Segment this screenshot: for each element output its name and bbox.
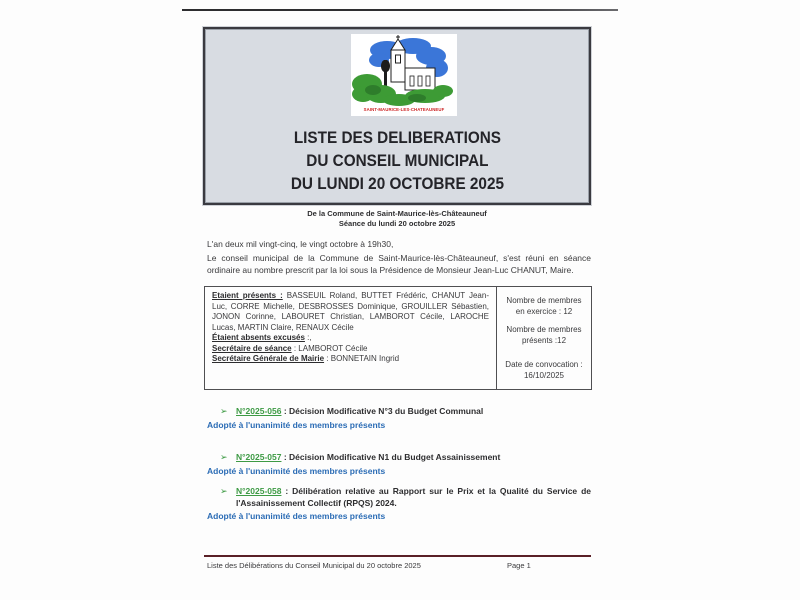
deliberation-heading	[207, 452, 591, 464]
present-label: Etaient présents :	[212, 291, 283, 300]
scan-edge-artifact	[182, 9, 618, 11]
deliberation-number: N°2025-057	[236, 452, 282, 462]
footer-left-text: Liste des Délibérations du Conseil Municipal du 20 octobre 2025	[207, 561, 421, 570]
deliberation-separator: :	[281, 406, 290, 416]
logo-windows	[410, 76, 430, 86]
session-secretary-value: : LAMBOROT Cécile	[291, 343, 368, 353]
general-secretary	[212, 354, 489, 365]
deliberation-title: Délibération relative au Rapport sur le Prix et la Qualité du Service de l'Assainissement Collectif (RPQS) 2024.	[236, 486, 592, 508]
deliberation-title: Décision Modificative N1 du Budget Assainissement	[289, 452, 501, 462]
deliberation-heading	[207, 486, 591, 509]
intro-paragraph-1: L'an deux mil vingt-cinq, le vingt octobre à 19h30,	[207, 239, 394, 249]
deliberation-number: N°2025-056	[236, 406, 282, 416]
absent-suffix: :,	[304, 333, 312, 342]
deliberation-separator: :	[281, 486, 293, 496]
deliberation-item-3	[207, 486, 591, 523]
absent-label: Étaient absents excusés	[212, 333, 305, 342]
attendance-right-cell	[497, 287, 591, 389]
convocation-date: Date de convocation : 16/10/2025	[505, 360, 583, 380]
deliberation-result: Adopté à l'unanimité des membres présents	[207, 511, 386, 521]
arrow-bullet-icon: ➢	[220, 486, 228, 496]
document-subtitle	[203, 209, 591, 229]
present-names: BASSEUIL Roland, BUTTET Frédéric, CHANUT Jean-Luc, CORRE Michelle, DESBROSSES Dominique, GROUILLER Sébastien, JONON Corinne, LABOURET Christian, LAMBOROT Cécile, LAROCHE Lucas, MARTIN Claire, RENAUX Cécile	[212, 291, 489, 332]
title-line-2: DU CONSEIL MUNICIPAL	[305, 151, 489, 170]
commune-logo	[351, 34, 457, 116]
title-line-3: DU LUNDI 20 OCTOBRE 2025	[290, 174, 504, 193]
commune-logo-graphic	[351, 34, 457, 116]
arrow-bullet-icon: ➢	[220, 452, 228, 462]
deliberation-result: Adopté à l'unanimité des membres présents	[207, 419, 386, 430]
deliberation-item-1	[207, 406, 591, 431]
title-box	[203, 27, 591, 205]
attendance-left-cell	[205, 287, 497, 389]
arrow-bullet-icon: ➢	[220, 406, 228, 416]
general-secretary-label: Secrétaire Générale de Mairie	[212, 354, 325, 363]
present-members	[212, 291, 489, 333]
deliberation-heading	[207, 406, 591, 418]
deliberation-number: N°2025-058	[236, 486, 282, 496]
general-secretary-value: : BONNETAIN Ingrid	[324, 354, 400, 363]
document-title	[290, 126, 503, 195]
members-in-office: Nombre de membres en exercice : 12	[506, 296, 582, 316]
attendance-table	[204, 286, 592, 390]
footer	[207, 561, 591, 570]
intro-paragraph-2: Le conseil municipal de la Commune de Saint-Maurice-lès-Châteauneuf, s'est réuni en séance ordinaire au nombre prescrit par la loi sous la Présidence de Monsieur Jean-Luc CHANUT, Maire.	[207, 253, 591, 275]
deliberation-result: Adopté à l'unanimité des membres présents	[207, 465, 386, 476]
members-present: Nombre de membres présents :12	[506, 325, 582, 345]
session-secretary-label: Secrétaire de séance	[212, 343, 292, 353]
deliberation-separator: :	[281, 452, 290, 462]
subtitle-seance: Séance du lundi 20 octobre 2025	[338, 219, 456, 228]
subtitle-commune: De la Commune de Saint-Maurice-lès-Châteauneuf	[307, 209, 487, 218]
deliberation-item-2	[207, 452, 591, 477]
footer-page-number: Page 1	[507, 561, 531, 570]
absent-members	[212, 333, 489, 344]
title-line-1: LISTE DES DELIBERATIONS	[293, 128, 501, 147]
deliberation-title: Décision Modificative N°3 du Budget Communal	[289, 406, 484, 416]
session-secretary	[212, 344, 489, 355]
logo-caption: SAINT-MAURICE-LES-CHATEAUNEUF	[363, 107, 445, 112]
footer-rule	[204, 555, 591, 557]
